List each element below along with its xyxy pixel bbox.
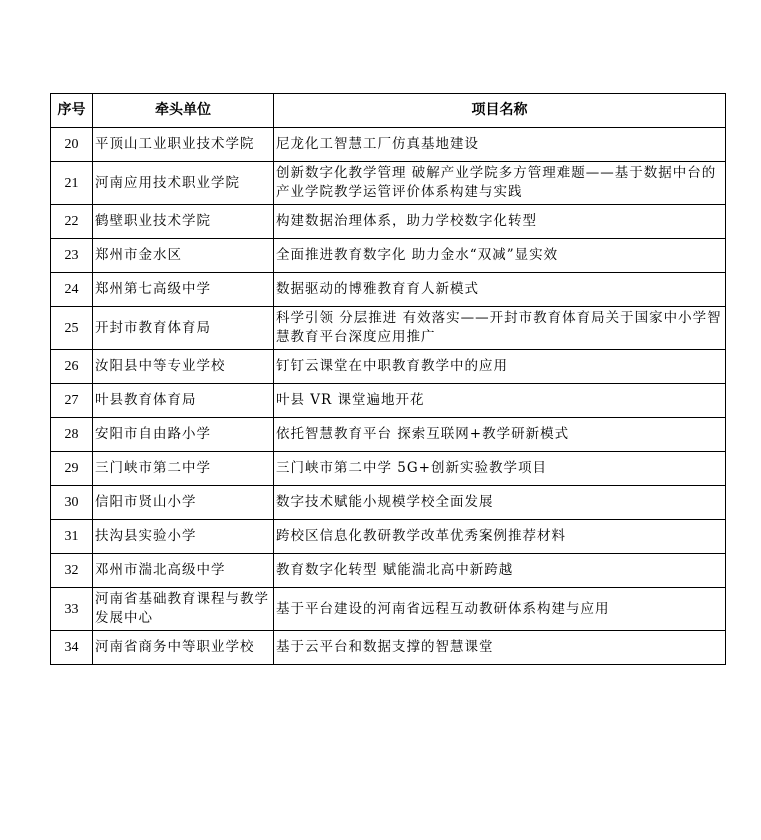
cell-lead-unit: 扶沟县实验小学 [93, 520, 274, 554]
cell-serial-number: 25 [51, 307, 93, 350]
cell-lead-unit: 安阳市自由路小学 [93, 418, 274, 452]
cell-lead-unit: 河南应用技术职业学院 [93, 162, 274, 205]
cell-serial-number: 27 [51, 384, 93, 418]
cell-serial-number: 24 [51, 273, 93, 307]
cell-serial-number: 28 [51, 418, 93, 452]
table-row [51, 418, 726, 452]
cell-project-name: 构建数据治理体系，助力学校数字化转型 [274, 205, 726, 239]
cell-project-name: 尼龙化工智慧工厂仿真基地建设 [274, 128, 726, 162]
cell-project-name: 钉钉云课堂在中职教育教学中的应用 [274, 350, 726, 384]
cell-project-name: 叶县 VR 课堂遍地开花 [274, 384, 726, 418]
cell-project-name: 数据驱动的博雅教育育人新模式 [274, 273, 726, 307]
table-row [51, 162, 726, 205]
header-lead-unit: 牵头单位 [93, 94, 274, 128]
cell-project-name: 科学引领 分层推进 有效落实——开封市教育体育局关于国家中小学智慧教育平台深度应用推广 [274, 307, 726, 350]
cell-lead-unit: 开封市教育体育局 [93, 307, 274, 350]
cell-lead-unit: 平顶山工业职业技术学院 [93, 128, 274, 162]
cell-lead-unit: 汝阳县中等专业学校 [93, 350, 274, 384]
cell-lead-unit: 三门峡市第二中学 [93, 452, 274, 486]
cell-lead-unit: 郑州第七高级中学 [93, 273, 274, 307]
project-list-table [50, 93, 726, 665]
cell-serial-number: 34 [51, 631, 93, 665]
cell-serial-number: 30 [51, 486, 93, 520]
table-row [51, 273, 726, 307]
cell-lead-unit: 河南省商务中等职业学校 [93, 631, 274, 665]
cell-project-name: 数字技术赋能小规模学校全面发展 [274, 486, 726, 520]
table-row [51, 350, 726, 384]
cell-lead-unit: 郑州市金水区 [93, 239, 274, 273]
cell-lead-unit: 邓州市湍北高级中学 [93, 554, 274, 588]
cell-project-name: 基于云平台和数据支撑的智慧课堂 [274, 631, 726, 665]
cell-serial-number: 29 [51, 452, 93, 486]
cell-serial-number: 26 [51, 350, 93, 384]
table-row [51, 452, 726, 486]
cell-serial-number: 20 [51, 128, 93, 162]
header-serial-number: 序号 [51, 94, 93, 128]
cell-serial-number: 22 [51, 205, 93, 239]
table-row [51, 631, 726, 665]
table-row [51, 205, 726, 239]
cell-lead-unit: 叶县教育体育局 [93, 384, 274, 418]
cell-project-name: 跨校区信息化教研教学改革优秀案例推荐材料 [274, 520, 726, 554]
cell-project-name: 基于平台建设的河南省远程互动教研体系构建与应用 [274, 588, 726, 631]
table-row [51, 486, 726, 520]
cell-project-name: 依托智慧教育平台 探索互联网+教学研新模式 [274, 418, 726, 452]
cell-project-name: 全面推进教育数字化 助力金水“双减”显实效 [274, 239, 726, 273]
cell-lead-unit: 河南省基础教育课程与教学发展中心 [93, 588, 274, 631]
table-row [51, 239, 726, 273]
cell-serial-number: 21 [51, 162, 93, 205]
table-row [51, 588, 726, 631]
table-header-row [51, 94, 726, 128]
cell-lead-unit: 信阳市贤山小学 [93, 486, 274, 520]
cell-serial-number: 32 [51, 554, 93, 588]
table-row [51, 520, 726, 554]
table-row [51, 128, 726, 162]
cell-project-name: 教育数字化转型 赋能湍北高中新跨越 [274, 554, 726, 588]
header-project-name: 项目名称 [274, 94, 726, 128]
cell-serial-number: 23 [51, 239, 93, 273]
cell-project-name: 三门峡市第二中学 5G+创新实验教学项目 [274, 452, 726, 486]
cell-lead-unit: 鹤壁职业技术学院 [93, 205, 274, 239]
table-row [51, 307, 726, 350]
table-row [51, 554, 726, 588]
cell-project-name: 创新数字化教学管理 破解产业学院多方管理难题——基于数据中台的产业学院教学运管评价体系构建与实践 [274, 162, 726, 205]
cell-serial-number: 33 [51, 588, 93, 631]
cell-serial-number: 31 [51, 520, 93, 554]
table-row [51, 384, 726, 418]
